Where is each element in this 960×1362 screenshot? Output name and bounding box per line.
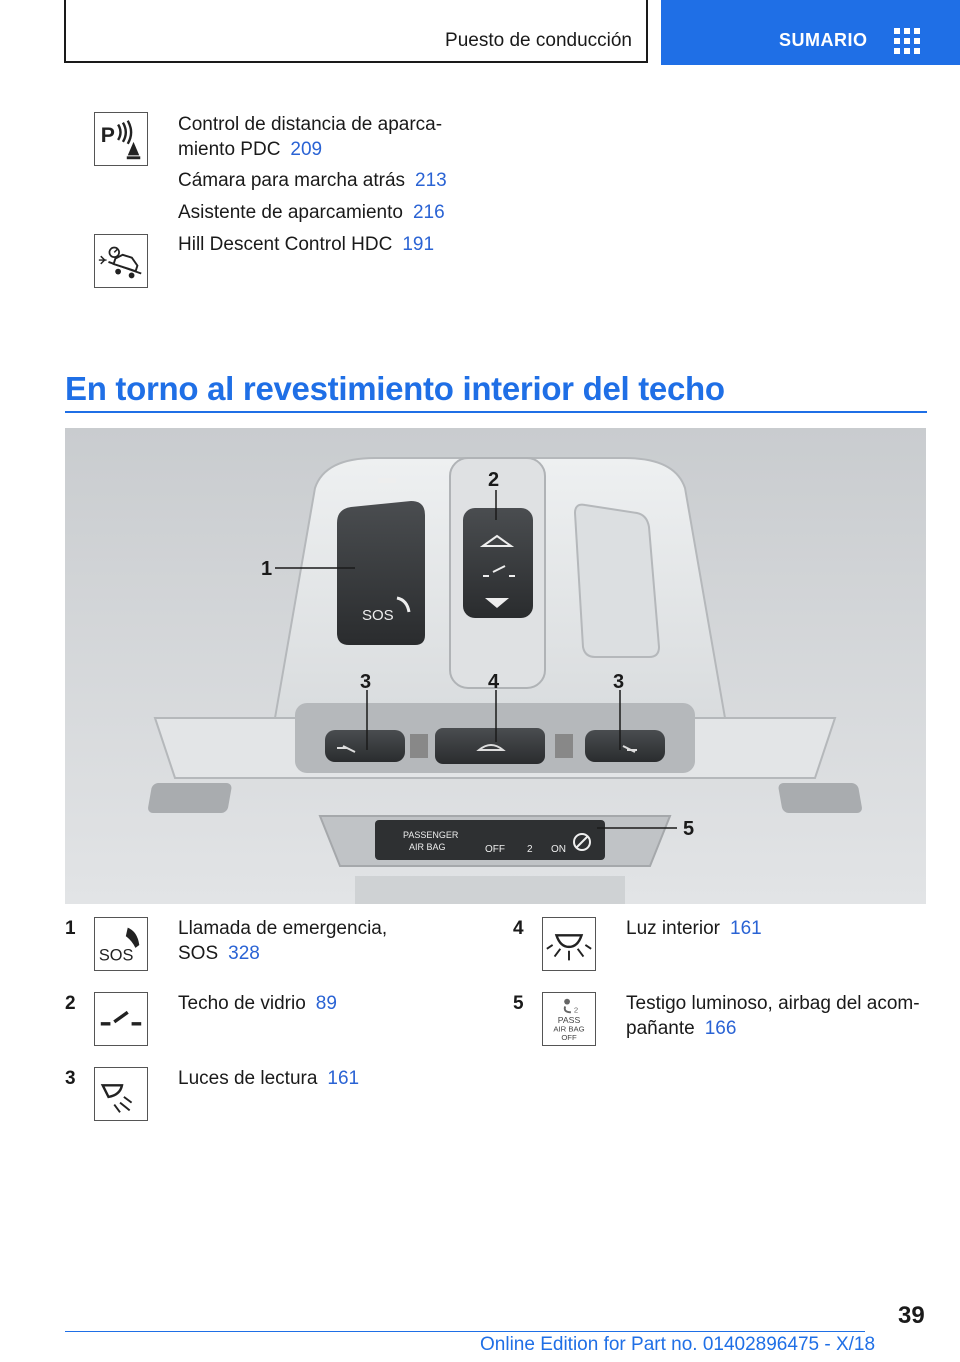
section-divider xyxy=(65,411,927,413)
legend-5-line-1: Testigo luminoso, airbag del acom- xyxy=(626,993,920,1014)
legend-1-line-2: SOS xyxy=(178,943,219,964)
callout-1: 1 xyxy=(261,558,273,580)
airbag-icon-two: 2 xyxy=(573,1005,579,1015)
rear-camera-text xyxy=(178,168,447,193)
roof-console-photo xyxy=(65,428,926,904)
photo-airbag-label: AIR BAG xyxy=(409,842,446,852)
legend-number-4: 4 xyxy=(513,918,524,939)
photo-two-label: 2 xyxy=(527,844,533,855)
hdc-text xyxy=(178,232,434,257)
legend-text-5 xyxy=(626,991,920,1041)
legend-text-4 xyxy=(626,916,762,941)
callout-3-right: 3 xyxy=(613,671,625,693)
legend-2-page-link[interactable]: 89 xyxy=(315,993,337,1014)
svg-text:P: P xyxy=(100,123,115,147)
callout-2: 2 xyxy=(488,469,500,491)
glass-roof-icon xyxy=(94,992,148,1046)
parking-assistant-page-link[interactable]: 216 xyxy=(412,202,445,223)
legend-4-page-link[interactable]: 161 xyxy=(730,918,762,939)
callout-5: 5 xyxy=(683,818,695,840)
hdc-page-link[interactable]: 191 xyxy=(402,234,435,255)
legend-text-2 xyxy=(178,991,337,1016)
airbag-icon-airbag: AIR BAG xyxy=(553,1024,585,1034)
legend-2-label: Techo de vidrio xyxy=(178,993,306,1014)
legend-text-1 xyxy=(178,916,387,966)
legend-3-page-link[interactable]: 161 xyxy=(327,1068,360,1089)
rear-camera-page-link[interactable]: 213 xyxy=(415,170,447,191)
legend-5-page-link[interactable]: 166 xyxy=(704,1018,737,1039)
sos-icon-text: SOS xyxy=(98,946,134,965)
legend-1-page-link[interactable]: 328 xyxy=(228,943,260,964)
interior-light-icon xyxy=(542,917,596,971)
legend-number-5: 5 xyxy=(513,993,524,1014)
legend-4-label: Luz interior xyxy=(626,918,720,939)
pdc-line-2: miento PDC xyxy=(178,139,281,160)
airbag-icon-off: OFF xyxy=(561,1033,577,1043)
grid-menu-icon xyxy=(894,28,920,54)
hdc-icon xyxy=(94,234,148,288)
header-left-box xyxy=(64,0,648,63)
photo-off-label: OFF xyxy=(485,844,505,855)
page-number: 39 xyxy=(898,1302,925,1329)
legend-number-3: 3 xyxy=(65,1068,76,1089)
reading-light-icon xyxy=(94,1067,148,1121)
rear-camera-label: Cámara para marcha atrás xyxy=(178,170,406,191)
photo-sos-label: SOS xyxy=(362,607,394,624)
hdc-label: Hill Descent Control HDC xyxy=(178,234,393,255)
pdc-icon xyxy=(94,112,148,166)
photo-passenger-label: PASSENGER xyxy=(403,830,459,840)
legend-text-3 xyxy=(178,1066,359,1091)
sumario-label: SUMARIO xyxy=(779,30,868,50)
sos-icon xyxy=(94,917,148,971)
pdc-line-1: Control de distancia de aparca- xyxy=(178,114,443,135)
section-heading: En torno al revestimiento interior del techo xyxy=(65,370,725,407)
footer-edition-text: Online Edition for Part no. 01402896475 - X/18 xyxy=(480,1334,876,1355)
airbag-icon-pass: PASS xyxy=(557,1014,581,1025)
legend-number-1: 1 xyxy=(65,918,76,939)
legend-3-label: Luces de lectura xyxy=(178,1068,318,1089)
passenger-airbag-icon xyxy=(542,992,596,1046)
sumario-button[interactable] xyxy=(661,0,960,65)
header-section-title: Puesto de conducción xyxy=(445,30,632,51)
callout-3-left: 3 xyxy=(360,671,372,693)
legend-1-line-1: Llamada de emergencia, xyxy=(178,918,388,939)
legend-5-line-2: pañante xyxy=(626,1018,695,1039)
pdc-text xyxy=(178,112,442,162)
parking-assistant-text xyxy=(178,200,445,225)
pdc-page-link[interactable]: 209 xyxy=(290,139,323,160)
callout-4: 4 xyxy=(488,671,500,693)
footer-divider xyxy=(65,1331,865,1332)
legend-number-2: 2 xyxy=(65,993,76,1014)
photo-on-label: ON xyxy=(551,844,566,855)
parking-assistant-label: Asistente de aparcamiento xyxy=(178,202,403,223)
